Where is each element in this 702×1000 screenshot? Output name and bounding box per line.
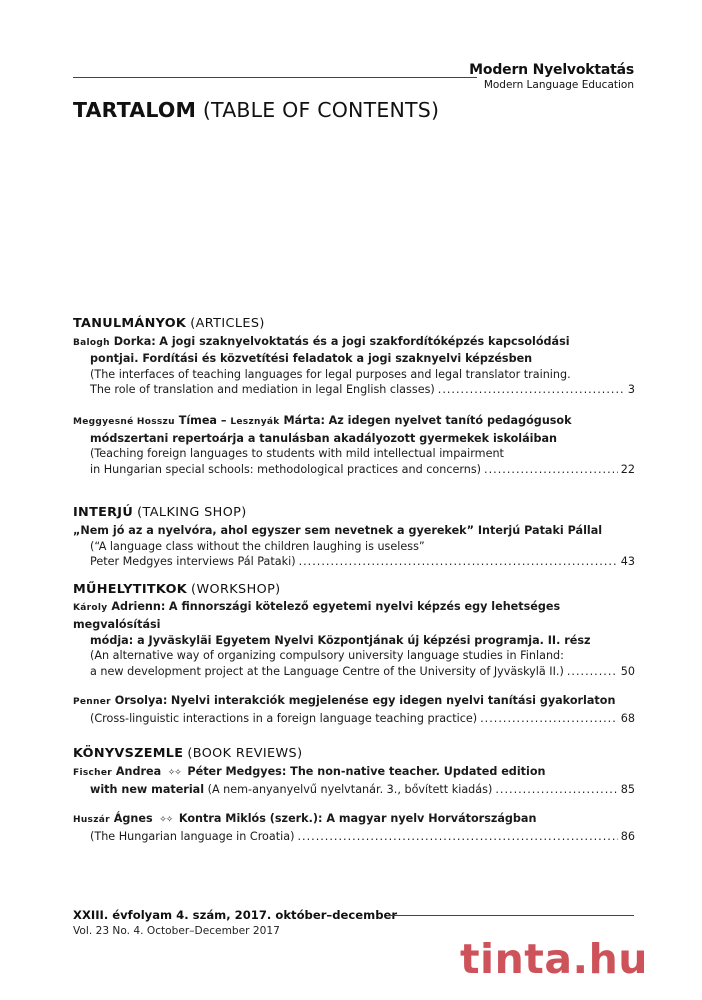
publisher-logo: tinta.hu: [459, 935, 648, 983]
dot-leader: [299, 554, 618, 570]
section-heading: [73, 582, 635, 598]
entry-english-title: (“A language class without the children laughing is useless”: [90, 539, 425, 553]
section-workshop: [73, 582, 635, 727]
page-number: 50: [620, 664, 635, 678]
dot-leader: [495, 782, 617, 798]
entry-english-title-end: (The Hungarian language in Croatia): [90, 829, 295, 843]
entry-english-title-end: Peter Medgyes interviews Pál Pataki): [90, 555, 296, 569]
section-heading-en: (ARTICLES): [190, 316, 265, 331]
entry-title-line: [73, 334, 635, 352]
toc-entry[interactable]: [73, 413, 635, 477]
page-number: 3: [627, 383, 635, 397]
dot-leader: [484, 462, 618, 478]
entry-english-title: (An alternative way of organizing compulsory university language studies in Finland:: [90, 649, 564, 663]
entry-page-line: [73, 462, 635, 478]
table-of-contents: [73, 316, 635, 852]
entry-page-line: [73, 829, 635, 845]
entry-english-title: (The interfaces of teaching languages for legal purposes and legal translator training.: [90, 367, 571, 381]
page-number: 68: [620, 711, 635, 725]
entry-author: Meggyesné Hosszu Tímea – Lesznyák Márta:: [73, 413, 326, 427]
entry-title-continued: módszertani repertoárja a tanulásban akadályozott gyermekek iskoláiban: [90, 431, 558, 445]
dot-leader: [297, 829, 617, 845]
entry-title-continued: módja: a Jyväskyläi Egyetem Nyelvi Központjának új képzési programja. II. rész: [90, 633, 591, 647]
entry-author: Penner Orsolya:: [73, 694, 168, 708]
dot-leader: [567, 664, 618, 680]
entry-page-line: [73, 554, 635, 570]
section-book-reviews: [73, 746, 635, 844]
entry-title-continued: pontjai. Fordítási és közvetítési feladatok a jogi szaknyelvi képzésben: [90, 352, 533, 366]
entry-english-title-end: (Cross-linguistic interactions in a foreign language teaching practice): [90, 711, 478, 725]
section-heading: [73, 316, 635, 332]
issue-english: Vol. 23 No. 4. October–December 2017: [73, 925, 280, 937]
entry-english-title: (Teaching foreign languages to students with mild intellectual impairment: [90, 447, 504, 461]
section-heading: [73, 505, 635, 521]
entry-title-line: [73, 413, 635, 431]
dot-leader: [480, 711, 618, 727]
entry-english-title-end: The role of translation and mediation in legal English classes): [90, 383, 435, 397]
toc-entry[interactable]: [73, 334, 635, 398]
entry-title: A finnországi kötelező egyetemi nyelvi képzés egy lehetséges megvalósítási: [73, 600, 561, 631]
toc-entry[interactable]: [73, 764, 635, 797]
entry-title: „Nem jó az a nyelvóra, ahol egyszer sem nevetnek a gyerekek” Interjú Pataki Pállal: [73, 523, 603, 537]
section-heading-hu: KÖNYVSZEMLE: [73, 746, 184, 762]
section-heading-hu: INTERJÚ: [73, 505, 134, 521]
entry-title: Az idegen nyelvet tanító pedagógusok: [328, 413, 572, 427]
entry-title: Kontra Miklós (szerk.): A magyar nyelv Horvátországban: [178, 812, 537, 826]
entry-page-line: [73, 664, 635, 680]
entry-title-line: [73, 599, 635, 632]
entry-author: Fischer Andrea: [73, 765, 162, 779]
entry-title-line: [73, 811, 635, 829]
page-title: [73, 98, 439, 122]
entry-title-continued: with new material (A nem-anyanyelvű nyelvtanár. 3., bővített kiadás): [90, 782, 493, 796]
header-rule: [73, 77, 477, 78]
entry-english-title-end: in Hungarian special schools: methodological practices and concerns): [90, 462, 482, 476]
footer-rule: [387, 915, 634, 916]
section-heading-en: (BOOK REVIEWS): [187, 746, 303, 762]
entry-title-line: [73, 693, 635, 711]
toc-entry[interactable]: [73, 599, 635, 679]
section-heading-hu: TANULMÁNYOK: [73, 316, 187, 331]
separator-icon: ✧✧: [159, 815, 173, 826]
section-heading-hu: MŰHELYTITKOK: [73, 581, 187, 597]
entry-page-line: [73, 382, 635, 398]
page-number: 85: [620, 782, 635, 796]
entry-page-line: [73, 782, 635, 798]
issue-hungarian: XXIII. évfolyam 4. szám, 2017. október–december: [73, 908, 398, 922]
entry-page-line: [73, 711, 635, 727]
entry-author: Károly Adrienn:: [73, 600, 166, 614]
entry-title: Péter Medgyes: The non-native teacher. Updated edition: [187, 765, 546, 779]
entry-english-title-end: a new development project at the Language Centre of the University of Jyväskylä II.): [90, 664, 564, 678]
section-heading-en: (WORKSHOP): [191, 581, 281, 597]
toc-entry[interactable]: [73, 811, 635, 844]
entry-author: Huszár Ágnes: [73, 812, 153, 826]
section-articles: [73, 316, 635, 477]
separator-icon: ✧✧: [167, 768, 181, 779]
section-heading-en: (TALKING SHOP): [137, 505, 247, 521]
entry-title-line: [73, 764, 635, 782]
page-number: 86: [620, 829, 635, 843]
section-heading: [73, 746, 635, 762]
entry-title: A jogi szaknyelvoktatás és a jogi szakfordítóképzés kapcsolódási: [159, 334, 570, 348]
page-title-bold: TARTALOM: [73, 98, 197, 122]
entry-author: Balogh Dorka:: [73, 334, 156, 348]
page-title-rest: (TABLE OF CONTENTS): [202, 98, 440, 122]
dot-leader: [438, 382, 625, 398]
journal-title: Modern Nyelvoktatás: [469, 62, 634, 78]
entry-title: Nyelvi interakciók megjelenése egy idegen nyelvi tanítási gyakorlaton: [170, 694, 616, 708]
page-number: 43: [620, 555, 635, 569]
section-talking-shop: [73, 505, 635, 569]
toc-entry[interactable]: [73, 523, 635, 570]
toc-entry[interactable]: [73, 693, 635, 726]
page-number: 22: [620, 462, 635, 476]
journal-subtitle: Modern Language Education: [483, 79, 634, 91]
